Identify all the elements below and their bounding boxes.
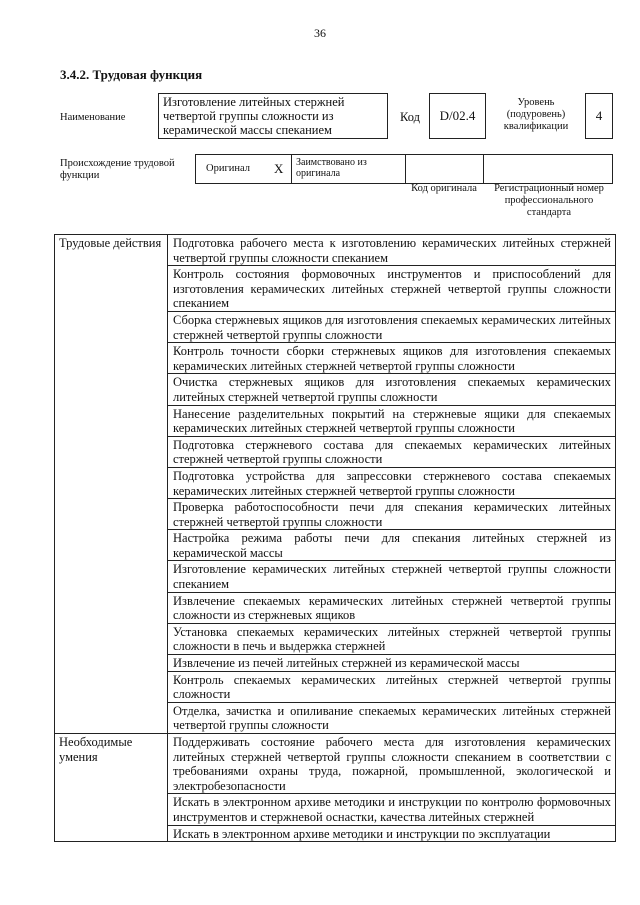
section-heading: 3.4.2. Трудовая функция [60,67,203,82]
table-cell: Поддерживать состояние рабочего места для изготовления керамических литейных стержней четвертой группы сложности спеканием в соответствии с требованиями охраны труда, пожарной, промышленной, экологической и электробезопасности [168,734,616,794]
table-cell: Отделка, зачистка и опиливание спекаемых керамических литейных стержней четвертой группы сложности [168,702,616,733]
table-row [55,235,616,266]
table-cell: Контроль состояния формовочных инструментов и приспособлений для изготовления керамических литейных стержней четвертой группы сложности спеканием [168,266,616,312]
original-label: Оригинал [206,163,250,174]
table-cell: Настройка режима работы печи для спекания литейных стержней из керамической массы [168,530,616,561]
origin-label: Происхождение трудовой функции [60,158,175,181]
table-cell: Контроль спекаемых керамических литейных стержней четвертой группы сложности [168,671,616,702]
table-cell: Искать в электронном архиве методики и инструкции по эксплуатации [168,825,616,842]
table-cell: Искать в электронном архиве методики и инструкции по контролю формовочных инструментов и стержневой оснастки, качества литейных стержней [168,794,616,825]
table-cell: Установка спекаемых керамических литейных стержней четвертой группы сложности в печь и выдержка стержней [168,623,616,654]
reg-number-caption: Регистрационный номер профессионального стандарта [494,183,604,218]
table-cell: Изготовление керамических литейных стержней четвертой группы сложности спеканием [168,561,616,592]
code-original-caption: Код оригинала [411,183,477,194]
function-table [54,234,616,842]
borrowed-label: Заимствовано из оригинала [296,157,367,179]
table-cell: Подготовка стержневого состава для спекаемых керамических литейных стержней четвертой группы сложности [168,436,616,467]
table-cell: Сборка стержневых ящиков для изготовления спекаемых керамических литейных стержней четвертой группы сложности [168,311,616,342]
code-original-cell [406,155,484,183]
table-cell: Очистка стержневых ящиков для изготовления спекаемых керамических литейных стержней четвертой группы сложности [168,374,616,405]
original-mark: X [274,161,284,176]
code-label: Код [400,110,420,124]
table-row [55,734,616,794]
section-label: Трудовые действия [55,235,168,734]
reg-number-cell [484,155,612,183]
name-value: Изготовление литейных стержней четвертой группы сложности из керамической массы спеканием [158,93,388,139]
borrowed-cell [292,155,406,183]
level-value: 4 [585,93,613,139]
level-label: Уровень (подуровень) квалификации [503,97,569,132]
original-cell [196,155,292,183]
table-cell: Извлечение спекаемых керамических литейных стержней четвертой группы сложности из стержневых ящиков [168,592,616,623]
table-cell: Подготовка устройства для запрессовки стержневого состава спекаемых керамических литейных стержней четвертой группы сложности [168,467,616,498]
table-cell: Контроль точности сборки стержневых ящиков для изготовления спекаемых керамических литейных стержней четвертой группы сложности [168,343,616,374]
table-cell: Нанесение разделительных покрытий на стержневые ящики для спекаемых керамических литейных стержней четвертой группы сложности [168,405,616,436]
section-label: Необходимые умения [55,734,168,842]
origin-row [195,154,613,184]
page-number: 36 [314,26,326,40]
table-cell: Проверка работоспособности печи для спекания керамических литейных стержней четвертой группы сложности [168,499,616,530]
code-value: D/02.4 [429,93,486,139]
table-cell: Подготовка рабочего места к изготовлению керамических литейных стержней четвертой группы сложности спеканием [168,235,616,266]
name-label: Наименование [60,112,126,123]
table-cell: Извлечение из печей литейных стержней из керамической массы [168,655,616,672]
